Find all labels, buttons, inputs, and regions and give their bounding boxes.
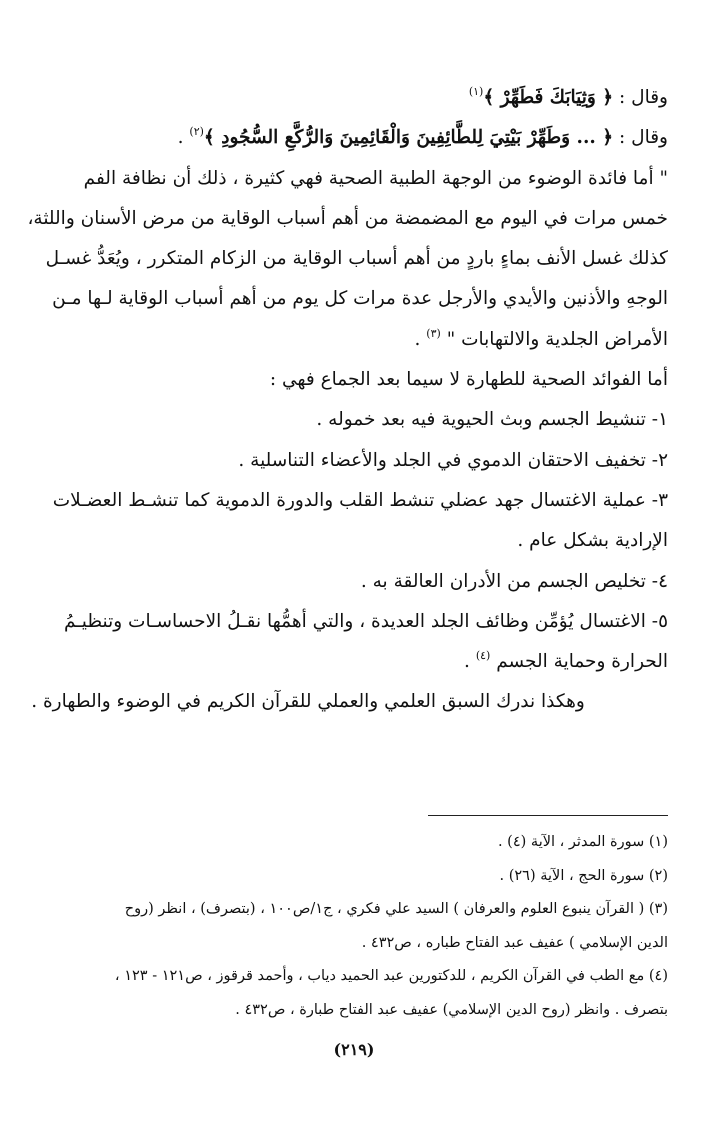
quran-verse: ﴿ وَثِيَابَكَ فَطَهِّرْ ﴾ — [483, 87, 614, 108]
footnote-separator — [428, 815, 668, 816]
footnote-1: (١) سورة المدثر ، الآية (٤) . — [497, 834, 668, 850]
footnotes — [18, 826, 668, 1027]
footnote-ref: (١) — [468, 85, 484, 98]
paragraph-line: كذلك غسل الأنف بماءٍ باردٍ من أهم أسباب الوقاية من الزكام المتكرر ، ويُعَدُّ غسـل — [45, 248, 668, 270]
list-item-continuation — [18, 642, 668, 682]
conclusion: وهكذا ندرك السبق العلمي والعملي للقرآن الكريم في الوضوء والطهارة . — [31, 691, 585, 713]
sentence-end: . — [414, 328, 421, 350]
verse-intro: وقال : — [613, 127, 668, 149]
section-intro: أما الفوائد الصحية للطهارة لا سيما بعد الجماع فهي : — [269, 369, 668, 391]
footnote-4-continuation: بتصرف . وانظر (روح الدين الإسلامي) عفيف عبد الفتاح طبارة ، ص٤٣٢ . — [235, 1001, 668, 1018]
verse-line-2 — [18, 118, 668, 158]
footnote-ref: (٢) — [189, 125, 204, 139]
page-number: (٢١٩) — [333, 1040, 375, 1059]
list-item: ٤- تخليص الجسم من الأدران العالقة به . — [360, 570, 668, 592]
list-item: ٣- عملية الاغتسال جهد عضلي تنشط القلب والدورة الدموية كما تنشـط العضـلات — [52, 489, 668, 511]
paragraph-line: خمس مرات في اليوم مع المضمضة من أهم أسباب الوقاية من مرض الأسنان واللثة، — [27, 207, 668, 229]
verse-intro: وقال : — [613, 87, 668, 108]
verse-line-1 — [18, 78, 668, 118]
footnote-3: (٣) ( القرآن ينبوع العلوم والعرفان ) السيد علي فكري ، ج١/ص١٠٠ ، (بتصرف) ، انظر (روح — [124, 901, 668, 917]
main-text — [18, 78, 668, 723]
footnote-3-continuation: الدين الإسلامي ) عفيف عبد الفتاح طباره ، ص٤٣٢ . — [361, 934, 668, 951]
list-item: ٢- تخفيف الاحتقان الدموي في الجلد والأعضاء التناسلية . — [238, 449, 668, 471]
sentence-end: . — [177, 127, 184, 149]
list-item-continuation: الإرادية بشكل عام . — [517, 530, 668, 552]
footnote-ref: (٣) — [426, 326, 441, 340]
paragraph-line: " أما فائدة الوضوء من الوجهة الطبية الصحية فهي كثيرة ، ذلك أن نظافة الفم — [83, 167, 668, 189]
list-item: ٥- الاغتسال يُؤمِّن وظائف الجلد العديدة ، والتي أهمُّها نقـلُ الاحساسـات وتنظيـمُ — [64, 610, 668, 632]
paragraph-text: الأمراض الجلدية والالتهابات " — [446, 328, 668, 350]
footnote-4: (٤) مع الطب في القرآن الكريم ، للدكتورين عبد الحميد دياب ، وأحمد قرقوز ، ص١٢١ - ١٢٣ ، — [114, 968, 668, 984]
footnote-2: (٢) سورة الحج ، الآية (٢٦) . — [499, 867, 668, 884]
list-item: ١- تنشيط الجسم وبث الحيوية فيه بعد خموله . — [316, 409, 668, 431]
paragraph-text: الحرارة وحماية الجسم — [496, 651, 668, 673]
paragraph-line: الوجهِ والأذنين والأيدي والأرجل عدة مرات كل يوم من أهم أسباب الوقاية لـها مـن — [52, 288, 668, 310]
sentence-end: . — [464, 651, 470, 673]
quran-verse: ﴿ ... وَطَهِّرْ بَيْتِيَ لِلطَّائِفِينَ وَالْقَائِمِينَ وَالرُّكَّعِ السُّجُودِ ﴾ — [203, 127, 614, 149]
paragraph-line — [18, 320, 668, 360]
footnote-ref: (٤) — [475, 649, 491, 663]
